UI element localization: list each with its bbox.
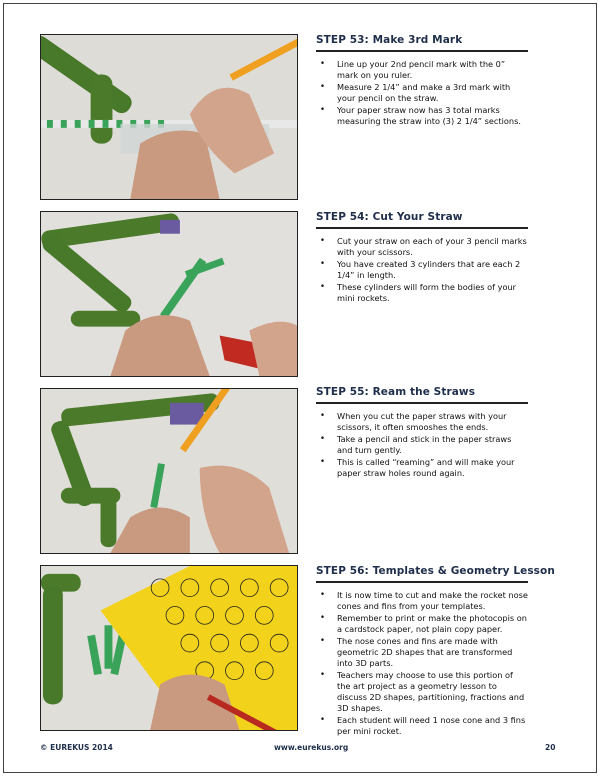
- step-56-photo: [40, 565, 298, 731]
- bullet: • Teachers may choose to use this portion of the art project as a geometry lesson to discuss 2D shapes, partitioning, fractions and 3D shapes.: [337, 670, 528, 714]
- bullet: • You have created 3 cylinders that are each 2 1/4” in length.: [337, 259, 528, 281]
- bullet: • Measure 2 1/4” and make a 3rd mark with your pencil on the straw.: [337, 82, 528, 104]
- step-55-photo: [40, 388, 298, 554]
- step-title: STEP 55: Ream the Straws: [316, 386, 528, 404]
- step-bullets: [316, 236, 528, 304]
- step-title: STEP 54: Cut Your Straw: [316, 211, 528, 229]
- step-56: [316, 565, 555, 738]
- footer-url[interactable]: www.eurekus.org: [274, 743, 349, 752]
- bullet: • This is called “reaming” and will make your paper straw holes round again.: [337, 457, 528, 479]
- bullet: • Take a pencil and stick in the paper straws and turn gently.: [337, 434, 528, 456]
- step-53-photo: [40, 34, 298, 200]
- step-title: STEP 53: Make 3rd Mark: [316, 34, 528, 52]
- footer-copyright: © EUREKUS 2014: [40, 743, 113, 752]
- bullet: • The nose cones and fins are made with geometric 2D shapes that are transformed into 3D parts.: [337, 636, 528, 669]
- step-bullets: [316, 411, 528, 479]
- step-53: [316, 34, 528, 128]
- step-54: [316, 211, 528, 305]
- step-title: STEP 56: Templates & Geometry Lesson: [316, 565, 528, 583]
- bullet: • These cylinders will form the bodies of your mini rockets.: [337, 282, 528, 304]
- page-number: 20: [545, 743, 556, 752]
- step-55: [316, 386, 528, 480]
- step-bullets: [316, 59, 528, 127]
- bullet: • It is now time to cut and make the rocket nose cones and fins from your templates.: [337, 590, 528, 612]
- bullet: • When you cut the paper straws with your scissors, it often smooshes the ends.: [337, 411, 528, 433]
- bullet: • Cut your straw on each of your 3 pencil marks with your scissors.: [337, 236, 528, 258]
- bullet: • Each student will need 1 nose cone and 3 fins per mini rocket.: [337, 715, 528, 737]
- step-bullets: [316, 590, 528, 737]
- step-54-photo: [40, 211, 298, 377]
- bullet: • Line up your 2nd pencil mark with the 0” mark on you ruler.: [337, 59, 528, 81]
- bullet: • Remember to print or make the photocopis on a cardstock paper, not plain copy paper.: [337, 613, 528, 635]
- bullet: • Your paper straw now has 3 total marks measuring the straw into (3) 2 1/4” sections.: [337, 105, 528, 127]
